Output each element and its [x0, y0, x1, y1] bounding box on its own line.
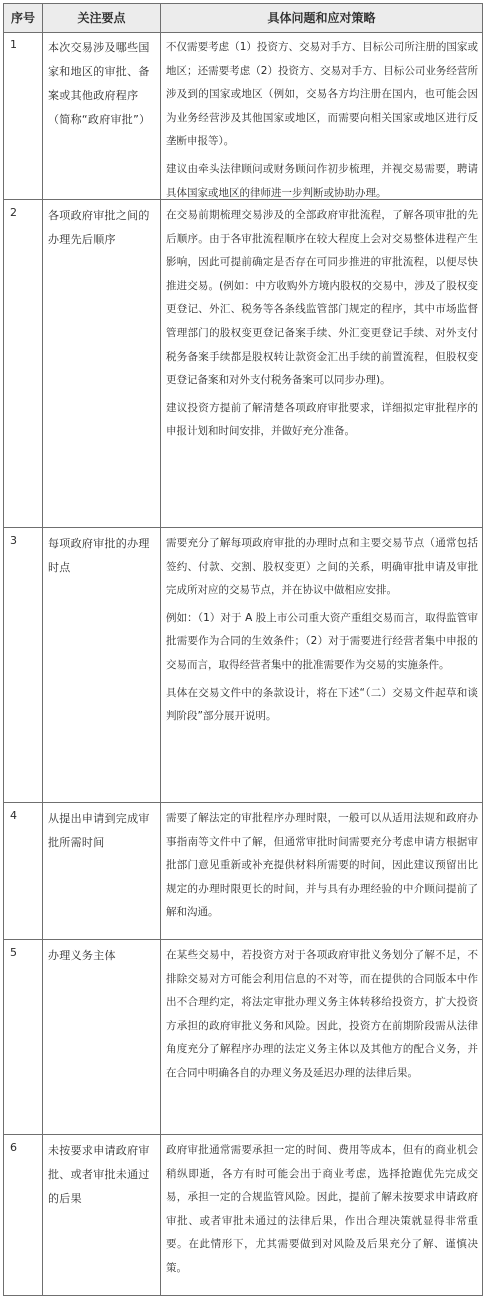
table-row [4, 1135, 482, 1297]
detail-paragraph: 在某些交易中，若投资方对于各项政府审批义务划分了解不足，不排除交易对方可能会利用信息的不对等，而在提供的合同版本中作出不合理约定，将法定审批办理义务主体转移给投资方，扩大投资方承担的政府审批义务和风险。因此，投资方在前期阶段需从法律角度充分了解程序办理的法定义务主体以及其他方的配合义务，并在合同中明确各自的办理义务及延迟办理的法律后果。 [166, 949, 478, 1079]
table-row [4, 528, 482, 803]
row-detail [166, 944, 478, 1086]
row-key-point: 从提出申请到完成审批所需时间 [48, 812, 150, 849]
row-number: 3 [10, 534, 17, 547]
row-key-point: 未按要求申请政府审批、或者审批未通过的后果 [48, 1144, 150, 1205]
row-key-point: 每项政府审批的办理时点 [48, 537, 150, 574]
row-key-point: 办理义务主体 [48, 949, 116, 962]
row-detail [166, 36, 478, 205]
row-number: 1 [10, 38, 17, 51]
detail-paragraph: 政府审批通常需要承担一定的时间、费用等成本，但有的商业机会稍纵即逝，各方有时可能会出于商业考虑，选择抢跑优先完成交易，承担一定的合规监管风险。因此，提前了解未按要求申请政府审批、或者审批未通过的法律后果，作出合理决策就显得非常重要。在此情形下，尤其需要做到对风险及后果充分了解、谨慎决策。 [166, 1144, 478, 1274]
header-detail: 具体问题和应对策略 [267, 11, 376, 25]
row-key-point: 各项政府审批之间的办理先后顺序 [48, 209, 150, 246]
detail-paragraph: 建议投资方提前了解清楚各项政府审批要求，详细拟定审批程序的申报计划和时间安排，并做好充分准备。 [166, 401, 478, 438]
detail-paragraph: 例如：（1）对于 A 股上市公司重大资产重组交易而言，取得监管审批需要作为合同的生效条件；（2）对于需要进行经营者集中申报的交易而言，取得经营者集中的批准需要作为交易的实施条件。 [166, 611, 478, 671]
table-row [4, 803, 482, 940]
row-detail [166, 532, 478, 729]
detail-paragraph: 建议由牵头法律顾问或财务顾问作初步梳理，并视交易需要，聘请具体国家或地区的律师进一步判断或协助办理。 [166, 162, 478, 199]
detail-paragraph: 具体在交易文件中的条款设计，将在下述“（二）交易文件起草和谈判阶段”部分展开说明。 [166, 686, 478, 723]
detail-paragraph: 需要了解法定的审批程序办理时限，一般可以从适用法规和政府办事指南等文件中了解，但通常审批时间需要充分考虑申请方根据审批部门意见重新或补充提供材料所需要的时间，因此建议预留出比规定的办理时限更长的时间，并与具有办理经验的中介顾问提前了解和沟通。 [166, 812, 478, 919]
table-row [4, 32, 482, 200]
row-number: 6 [10, 1141, 17, 1154]
row-detail [166, 204, 478, 444]
row-detail [166, 1139, 478, 1281]
policy-table [3, 3, 483, 1296]
row-detail [166, 807, 478, 925]
detail-paragraph: 在交易前期梳理交易涉及的全部政府审批流程，了解各项审批的先后顺序。由于各审批流程顺序在较大程度上会对交易整体进程产生影响，因此可提前确定是否存在可同步推进的审批流程，以便尽快推进交易。(例如：中方收购外方境内股权的交易中，涉及了股权变更登记、外汇、税务等各条线监管部门规定的程序，其中市场监督管理部门的股权变更登记备案手续、外汇变更登记手续、对外支付税务备案手续都是股权转让款资金汇出手续的前置流程，但股权变更登记备案和对外支付税务备案可以同步办理)。 [166, 209, 478, 387]
header-num: 序号 [10, 11, 35, 25]
row-number: 5 [10, 946, 17, 959]
table-header [4, 4, 482, 33]
header-key: 关注要点 [77, 11, 126, 25]
row-key-point: 本次交易涉及哪些国家和地区的审批、备案或其他政府程序（简称“政府审批”） [48, 41, 151, 126]
detail-paragraph: 不仅需要考虑（1）投资方、交易对手方、目标公司所注册的国家或地区；还需要考虑（2）投资方、交易对手方、目标公司业务经营所涉及到的国家或地区（例如，交易各方均注册在国内，也可能会因为业务经营涉及其他国家或地区，而需要向相关国家或地区进行反垄断申报等）。 [166, 41, 478, 148]
table-row [4, 200, 482, 528]
row-number: 2 [10, 206, 17, 219]
table-row [4, 940, 482, 1135]
row-number: 4 [10, 809, 17, 822]
detail-paragraph: 需要充分了解每项政府审批的办理时点和主要交易节点（通常包括签约、付款、交割、股权变更）之间的关系，明确审批申请及审批完成所对应的交易节点，并在协议中做相应安排。 [166, 537, 478, 597]
